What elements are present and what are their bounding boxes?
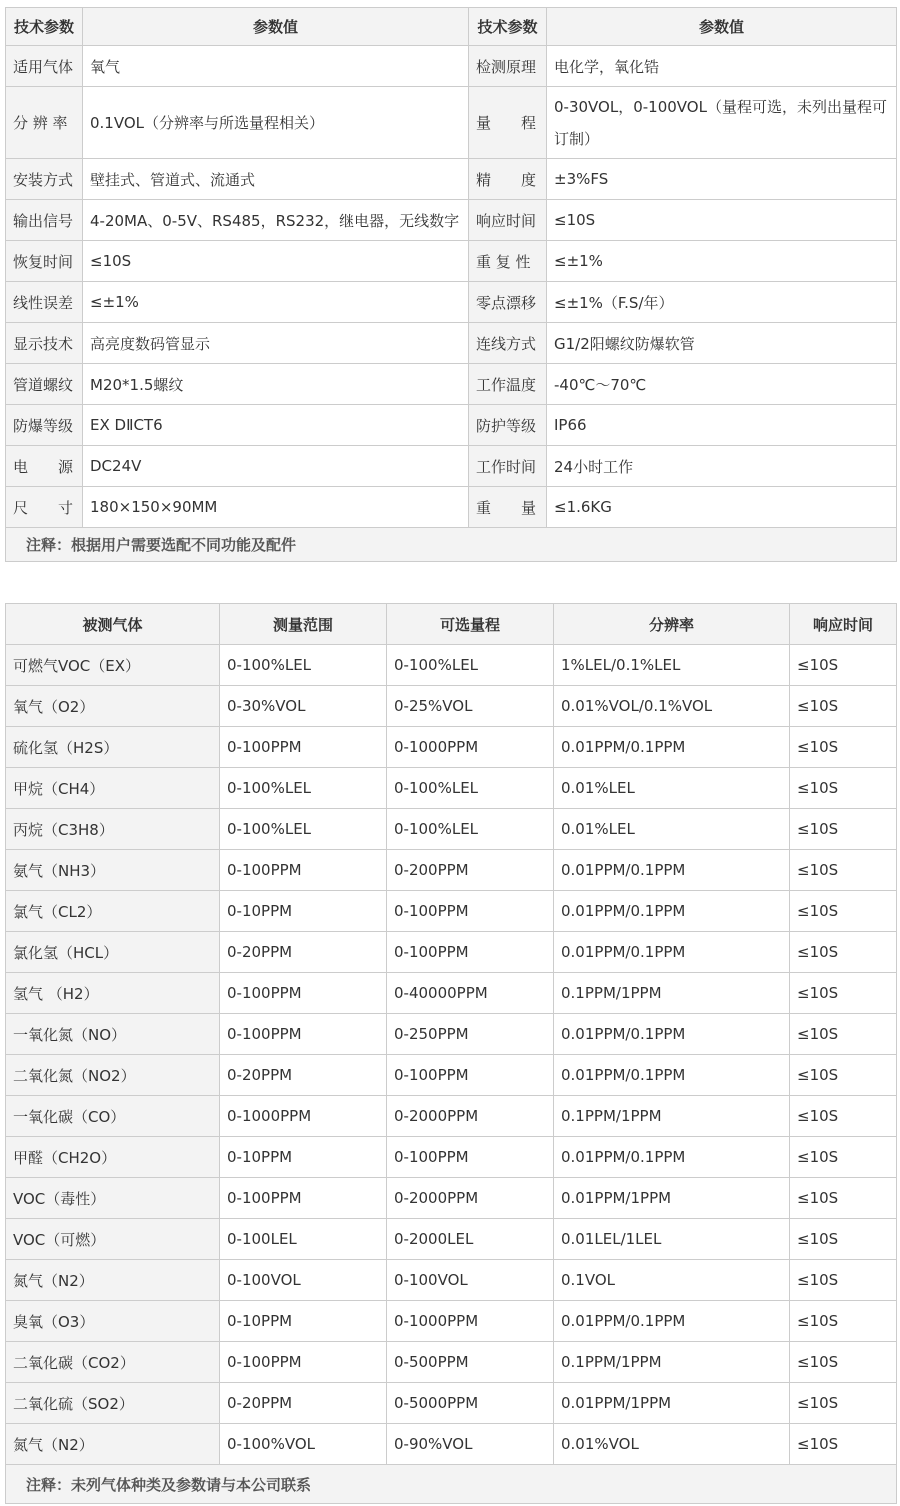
spec-header-param-2: 技术参数 [469, 8, 547, 46]
spec-param-label: 适用气体 [6, 46, 83, 87]
gas-table-row [6, 645, 897, 686]
response-time-cell: ≤10S [790, 1301, 897, 1342]
gas-table-row [6, 1219, 897, 1260]
spec-param-label: 安装方式 [6, 159, 83, 200]
resolution-cell: 1%LEL/0.1%LEL [554, 645, 790, 686]
resolution-cell: 0.01%LEL [554, 768, 790, 809]
gas-name-cell: 二氧化碳（CO2） [6, 1342, 220, 1383]
gas-header-resolution: 分辨率 [554, 604, 790, 645]
gas-name-cell: 氮气（N2） [6, 1260, 220, 1301]
spec-table-row [6, 87, 897, 159]
gas-name-cell: 甲醛（CH2O） [6, 1137, 220, 1178]
resolution-cell: 0.01%LEL [554, 809, 790, 850]
measure-range-cell: 0-100%VOL [220, 1424, 387, 1465]
spec-param-label: 重 量 [469, 487, 547, 528]
gas-table-row [6, 1096, 897, 1137]
measure-range-cell: 0-20PPM [220, 932, 387, 973]
spec-table-row [6, 323, 897, 364]
resolution-cell: 0.01LEL/1LEL [554, 1219, 790, 1260]
spec-param-value: 180×150×90MM [83, 487, 469, 528]
response-time-cell: ≤10S [790, 809, 897, 850]
optional-range-cell: 0-100VOL [387, 1260, 554, 1301]
spec-table-row [6, 446, 897, 487]
gas-table-row [6, 1178, 897, 1219]
optional-range-cell: 0-250PPM [387, 1014, 554, 1055]
spec-param-label: 线性误差 [6, 282, 83, 323]
measure-range-cell: 0-100LEL [220, 1219, 387, 1260]
spec-param-value: IP66 [547, 405, 897, 446]
spec-table-row [6, 487, 897, 528]
gas-table-row [6, 768, 897, 809]
gas-table-row [6, 973, 897, 1014]
optional-range-cell: 0-500PPM [387, 1342, 554, 1383]
spec-param-label: 工作温度 [469, 364, 547, 405]
spec-param-label: 尺 寸 [6, 487, 83, 528]
gas-header-gas: 被测气体 [6, 604, 220, 645]
measure-range-cell: 0-30%VOL [220, 686, 387, 727]
gas-table-row [6, 1014, 897, 1055]
spec-param-value: ≤±1% [547, 241, 897, 282]
response-time-cell: ≤10S [790, 727, 897, 768]
optional-range-cell: 0-100%LEL [387, 809, 554, 850]
response-time-cell: ≤10S [790, 645, 897, 686]
spec-param-label: 防爆等级 [6, 405, 83, 446]
spec-param-value: -40℃～70℃ [547, 364, 897, 405]
spec-param-value: 0-30VOL，0-100VOL（量程可选，未列出量程可订制） [547, 87, 897, 159]
response-time-cell: ≤10S [790, 1383, 897, 1424]
gas-table-body [6, 604, 897, 1504]
spec-param-label: 精 度 [469, 159, 547, 200]
spec-param-value: G1/2阳螺纹防爆软管 [547, 323, 897, 364]
measure-range-cell: 0-20PPM [220, 1383, 387, 1424]
gas-name-cell: 一氧化碳（CO） [6, 1096, 220, 1137]
gas-name-cell: 氯化氢（HCL） [6, 932, 220, 973]
response-time-cell: ≤10S [790, 1424, 897, 1465]
spec-param-label: 零点漂移 [469, 282, 547, 323]
spec-table-note-row [6, 528, 897, 562]
spec-param-value: 高亮度数码管显示 [83, 323, 469, 364]
resolution-cell: 0.01PPM/0.1PPM [554, 891, 790, 932]
resolution-cell: 0.01%VOL [554, 1424, 790, 1465]
spec-param-value: ≤±1% [83, 282, 469, 323]
resolution-cell: 0.01PPM/1PPM [554, 1178, 790, 1219]
spec-param-value: 0.1VOL（分辨率与所选量程相关） [83, 87, 469, 159]
gas-table-row [6, 809, 897, 850]
resolution-cell: 0.01PPM/0.1PPM [554, 1301, 790, 1342]
measure-range-cell: 0-100PPM [220, 727, 387, 768]
spec-table [5, 7, 897, 562]
gas-header-optional-range: 可选量程 [387, 604, 554, 645]
spec-table-row [6, 282, 897, 323]
measure-range-cell: 0-1000PPM [220, 1096, 387, 1137]
measure-range-cell: 0-10PPM [220, 1137, 387, 1178]
measure-range-cell: 0-100%LEL [220, 768, 387, 809]
optional-range-cell: 0-2000PPM [387, 1096, 554, 1137]
spec-table-row [6, 364, 897, 405]
resolution-cell: 0.1PPM/1PPM [554, 973, 790, 1014]
gas-name-cell: 丙烷（C3H8） [6, 809, 220, 850]
resolution-cell: 0.1PPM/1PPM [554, 1096, 790, 1137]
resolution-cell: 0.01PPM/0.1PPM [554, 850, 790, 891]
optional-range-cell: 0-5000PPM [387, 1383, 554, 1424]
resolution-cell: 0.01%VOL/0.1%VOL [554, 686, 790, 727]
measure-range-cell: 0-100PPM [220, 850, 387, 891]
gas-name-cell: 氯气（CL2） [6, 891, 220, 932]
spec-param-value: EX DⅡCT6 [83, 405, 469, 446]
response-time-cell: ≤10S [790, 1219, 897, 1260]
gas-name-cell: 二氧化硫（SO2） [6, 1383, 220, 1424]
spec-param-value: M20*1.5螺纹 [83, 364, 469, 405]
spec-table-note: 注释：根据用户需要选配不同功能及配件 [6, 528, 897, 562]
spec-param-label: 检测原理 [469, 46, 547, 87]
gas-table-row [6, 891, 897, 932]
optional-range-cell: 0-100%LEL [387, 768, 554, 809]
spec-param-value: ≤10S [83, 241, 469, 282]
spec-param-value: 4-20MA、0-5V、RS485，RS232，继电器，无线数字 [83, 200, 469, 241]
spec-param-value: ±3%FS [547, 159, 897, 200]
spec-table-row [6, 159, 897, 200]
response-time-cell: ≤10S [790, 686, 897, 727]
optional-range-cell: 0-100PPM [387, 1055, 554, 1096]
measure-range-cell: 0-100%LEL [220, 809, 387, 850]
gas-table-header-row [6, 604, 897, 645]
gas-table-note-row [6, 1465, 897, 1504]
spec-param-value: ≤10S [547, 200, 897, 241]
spec-param-label: 防护等级 [469, 405, 547, 446]
resolution-cell: 0.01PPM/0.1PPM [554, 1137, 790, 1178]
gas-name-cell: 甲烷（CH4） [6, 768, 220, 809]
optional-range-cell: 0-100%LEL [387, 645, 554, 686]
gas-table-row [6, 1137, 897, 1178]
spec-param-label: 工作时间 [469, 446, 547, 487]
gas-name-cell: 硫化氢（H2S） [6, 727, 220, 768]
spec-table-row [6, 405, 897, 446]
resolution-cell: 0.01PPM/0.1PPM [554, 727, 790, 768]
measure-range-cell: 0-100VOL [220, 1260, 387, 1301]
spec-param-value: ≤1.6KG [547, 487, 897, 528]
spec-header-value-2: 参数值 [547, 8, 897, 46]
gas-name-cell: 二氧化氮（NO2） [6, 1055, 220, 1096]
resolution-cell: 0.01PPM/0.1PPM [554, 1055, 790, 1096]
spec-param-label: 电 源 [6, 446, 83, 487]
gas-table-row [6, 1055, 897, 1096]
response-time-cell: ≤10S [790, 1342, 897, 1383]
gas-table-row [6, 932, 897, 973]
spec-param-label: 连线方式 [469, 323, 547, 364]
optional-range-cell: 0-1000PPM [387, 727, 554, 768]
gas-name-cell: 臭氧（O3） [6, 1301, 220, 1342]
spec-param-label: 管道螺纹 [6, 364, 83, 405]
spec-header-param-1: 技术参数 [6, 8, 83, 46]
spec-table-body [6, 8, 897, 562]
measure-range-cell: 0-100PPM [220, 1342, 387, 1383]
spec-param-value: 氧气 [83, 46, 469, 87]
resolution-cell: 0.01PPM/1PPM [554, 1383, 790, 1424]
gas-name-cell: 一氧化氮（NO） [6, 1014, 220, 1055]
gas-name-cell: VOC（可燃） [6, 1219, 220, 1260]
spec-param-label: 输出信号 [6, 200, 83, 241]
measure-range-cell: 0-100PPM [220, 1178, 387, 1219]
resolution-cell: 0.01PPM/0.1PPM [554, 1014, 790, 1055]
gas-table-note: 注释：未列气体种类及参数请与本公司联系 [6, 1465, 897, 1504]
spec-param-value: 壁挂式、管道式、流通式 [83, 159, 469, 200]
gas-table-row [6, 1424, 897, 1465]
response-time-cell: ≤10S [790, 932, 897, 973]
optional-range-cell: 0-200PPM [387, 850, 554, 891]
response-time-cell: ≤10S [790, 1096, 897, 1137]
gas-name-cell: 氮气（N2） [6, 1424, 220, 1465]
measure-range-cell: 0-20PPM [220, 1055, 387, 1096]
measure-range-cell: 0-100PPM [220, 1014, 387, 1055]
gas-table [5, 603, 897, 1504]
spec-param-label: 分 辨 率 [6, 87, 83, 159]
optional-range-cell: 0-1000PPM [387, 1301, 554, 1342]
optional-range-cell: 0-2000LEL [387, 1219, 554, 1260]
spec-param-label: 恢复时间 [6, 241, 83, 282]
gas-table-row [6, 1383, 897, 1424]
spec-param-value: ≤±1%（F.S/年） [547, 282, 897, 323]
response-time-cell: ≤10S [790, 1055, 897, 1096]
optional-range-cell: 0-25%VOL [387, 686, 554, 727]
optional-range-cell: 0-2000PPM [387, 1178, 554, 1219]
resolution-cell: 0.01PPM/0.1PPM [554, 932, 790, 973]
gas-table-row [6, 686, 897, 727]
response-time-cell: ≤10S [790, 1178, 897, 1219]
gas-name-cell: 氧气（O2） [6, 686, 220, 727]
optional-range-cell: 0-100PPM [387, 1137, 554, 1178]
measure-range-cell: 0-10PPM [220, 891, 387, 932]
gas-table-row [6, 727, 897, 768]
response-time-cell: ≤10S [790, 1014, 897, 1055]
spec-param-label: 响应时间 [469, 200, 547, 241]
response-time-cell: ≤10S [790, 891, 897, 932]
gas-table-row [6, 1342, 897, 1383]
spec-param-label: 量 程 [469, 87, 547, 159]
measure-range-cell: 0-10PPM [220, 1301, 387, 1342]
measure-range-cell: 0-100%LEL [220, 645, 387, 686]
resolution-cell: 0.1PPM/1PPM [554, 1342, 790, 1383]
spec-header-value-1: 参数值 [83, 8, 469, 46]
spec-param-label: 显示技术 [6, 323, 83, 364]
gas-header-response-time: 响应时间 [790, 604, 897, 645]
optional-range-cell: 0-40000PPM [387, 973, 554, 1014]
gas-name-cell: 可燃气VOC（EX） [6, 645, 220, 686]
spec-param-value: DC24V [83, 446, 469, 487]
gas-table-row [6, 1301, 897, 1342]
gas-name-cell: 氢气 （H2） [6, 973, 220, 1014]
response-time-cell: ≤10S [790, 768, 897, 809]
gas-table-row [6, 850, 897, 891]
response-time-cell: ≤10S [790, 850, 897, 891]
spec-param-value: 电化学，氧化锆 [547, 46, 897, 87]
gas-table-row [6, 1260, 897, 1301]
optional-range-cell: 0-90%VOL [387, 1424, 554, 1465]
spec-param-label: 重 复 性 [469, 241, 547, 282]
spec-table-row [6, 200, 897, 241]
gas-name-cell: 氨气（NH3） [6, 850, 220, 891]
optional-range-cell: 0-100PPM [387, 932, 554, 973]
response-time-cell: ≤10S [790, 1260, 897, 1301]
response-time-cell: ≤10S [790, 1137, 897, 1178]
spec-param-value: 24小时工作 [547, 446, 897, 487]
measure-range-cell: 0-100PPM [220, 973, 387, 1014]
spec-table-row [6, 241, 897, 282]
optional-range-cell: 0-100PPM [387, 891, 554, 932]
response-time-cell: ≤10S [790, 973, 897, 1014]
spec-table-header-row [6, 8, 897, 46]
resolution-cell: 0.1VOL [554, 1260, 790, 1301]
spec-table-row [6, 46, 897, 87]
gas-header-range: 测量范围 [220, 604, 387, 645]
gas-name-cell: VOC（毒性） [6, 1178, 220, 1219]
